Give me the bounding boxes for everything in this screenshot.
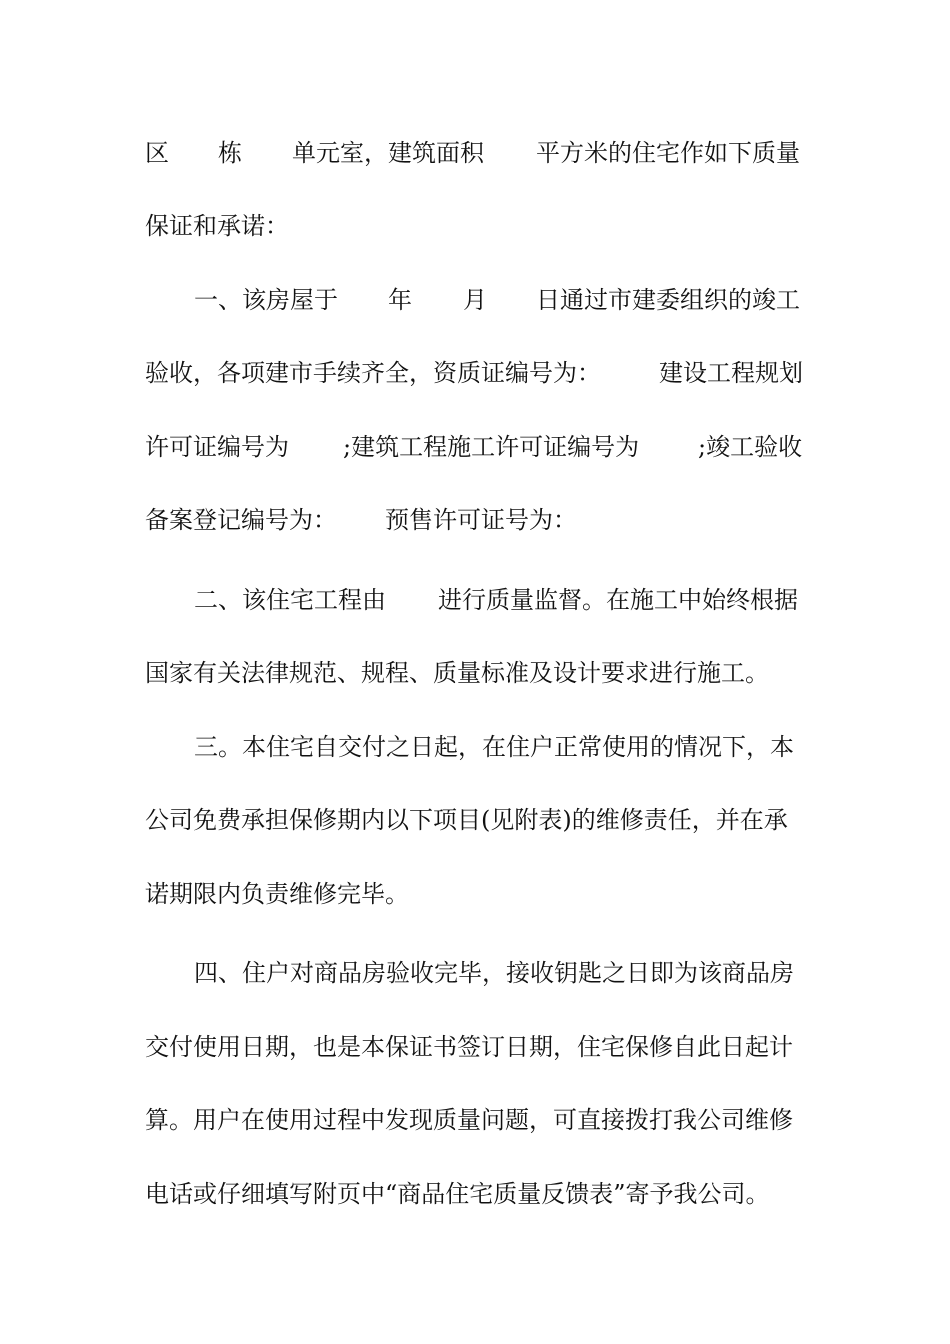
text-segment: 许可证编号为 — [145, 433, 289, 461]
text-line — [145, 138, 810, 168]
text-segment: 栋 — [218, 139, 242, 167]
text-segment: 保证和承诺： — [145, 212, 289, 240]
text-segment: 二、该住宅工程由 — [194, 586, 386, 614]
text-segment: 平方米的住宅作如下质量 — [536, 139, 800, 167]
text-segment: 公司免费承担保修期内以下项目(见附表)的维修责任，并在承 — [145, 806, 788, 834]
text-segment: 诺期限内负责维修完毕。 — [145, 880, 409, 908]
text-line — [145, 732, 810, 762]
text-segment: ;建筑工程施工许可证编号为 — [343, 433, 640, 461]
text-segment: 四、住户对商品房验收完毕，接收钥匙之日即为该商品房 — [194, 959, 794, 987]
text-segment: 建设工程规划 — [659, 359, 803, 387]
text-segment: 日通过市建委组织的竣工 — [536, 286, 800, 314]
text-line — [145, 1179, 810, 1209]
text-line — [145, 1032, 810, 1062]
text-segment: 区 — [145, 139, 169, 167]
text-segment: 交付使用日期，也是本保证书签订日期，住宅保修自此日起计 — [145, 1033, 793, 1061]
text-segment: 一、该房屋于 — [194, 286, 338, 314]
text-segment: 算。用户在使用过程中发现质量问题，可直接拨打我公司维修 — [145, 1106, 793, 1134]
text-segment: 进行质量监督。在施工中始终根据 — [438, 586, 798, 614]
text-segment: ;竣工验收 — [698, 433, 803, 461]
text-line — [145, 879, 810, 909]
text-segment: 年 — [388, 286, 412, 314]
text-line — [145, 805, 810, 835]
text-segment: 电话或仔细填写附页中“商品住宅质量反馈表”寄予我公司。 — [145, 1180, 770, 1208]
text-segment: 备案登记编号为： — [145, 506, 337, 534]
text-line — [145, 958, 810, 988]
text-line — [145, 432, 810, 462]
text-segment: 国家有关法律规范、规程、质量标准及设计要求进行施工。 — [145, 659, 769, 687]
text-line — [145, 358, 810, 388]
text-line — [145, 1105, 810, 1135]
text-segment: 三。本住宅自交付之日起，在住户正常使用的情况下，本 — [194, 733, 794, 761]
text-segment: 月 — [463, 286, 487, 314]
text-line — [145, 658, 810, 688]
text-line — [145, 285, 810, 315]
text-line — [145, 505, 810, 535]
text-segment: 单元室，建筑面积 — [292, 139, 484, 167]
text-line — [145, 211, 810, 241]
text-segment: 预售许可证号为： — [385, 506, 577, 534]
text-segment: 验收，各项建市手续齐全，资质证编号为： — [145, 359, 601, 387]
text-line — [145, 585, 810, 615]
